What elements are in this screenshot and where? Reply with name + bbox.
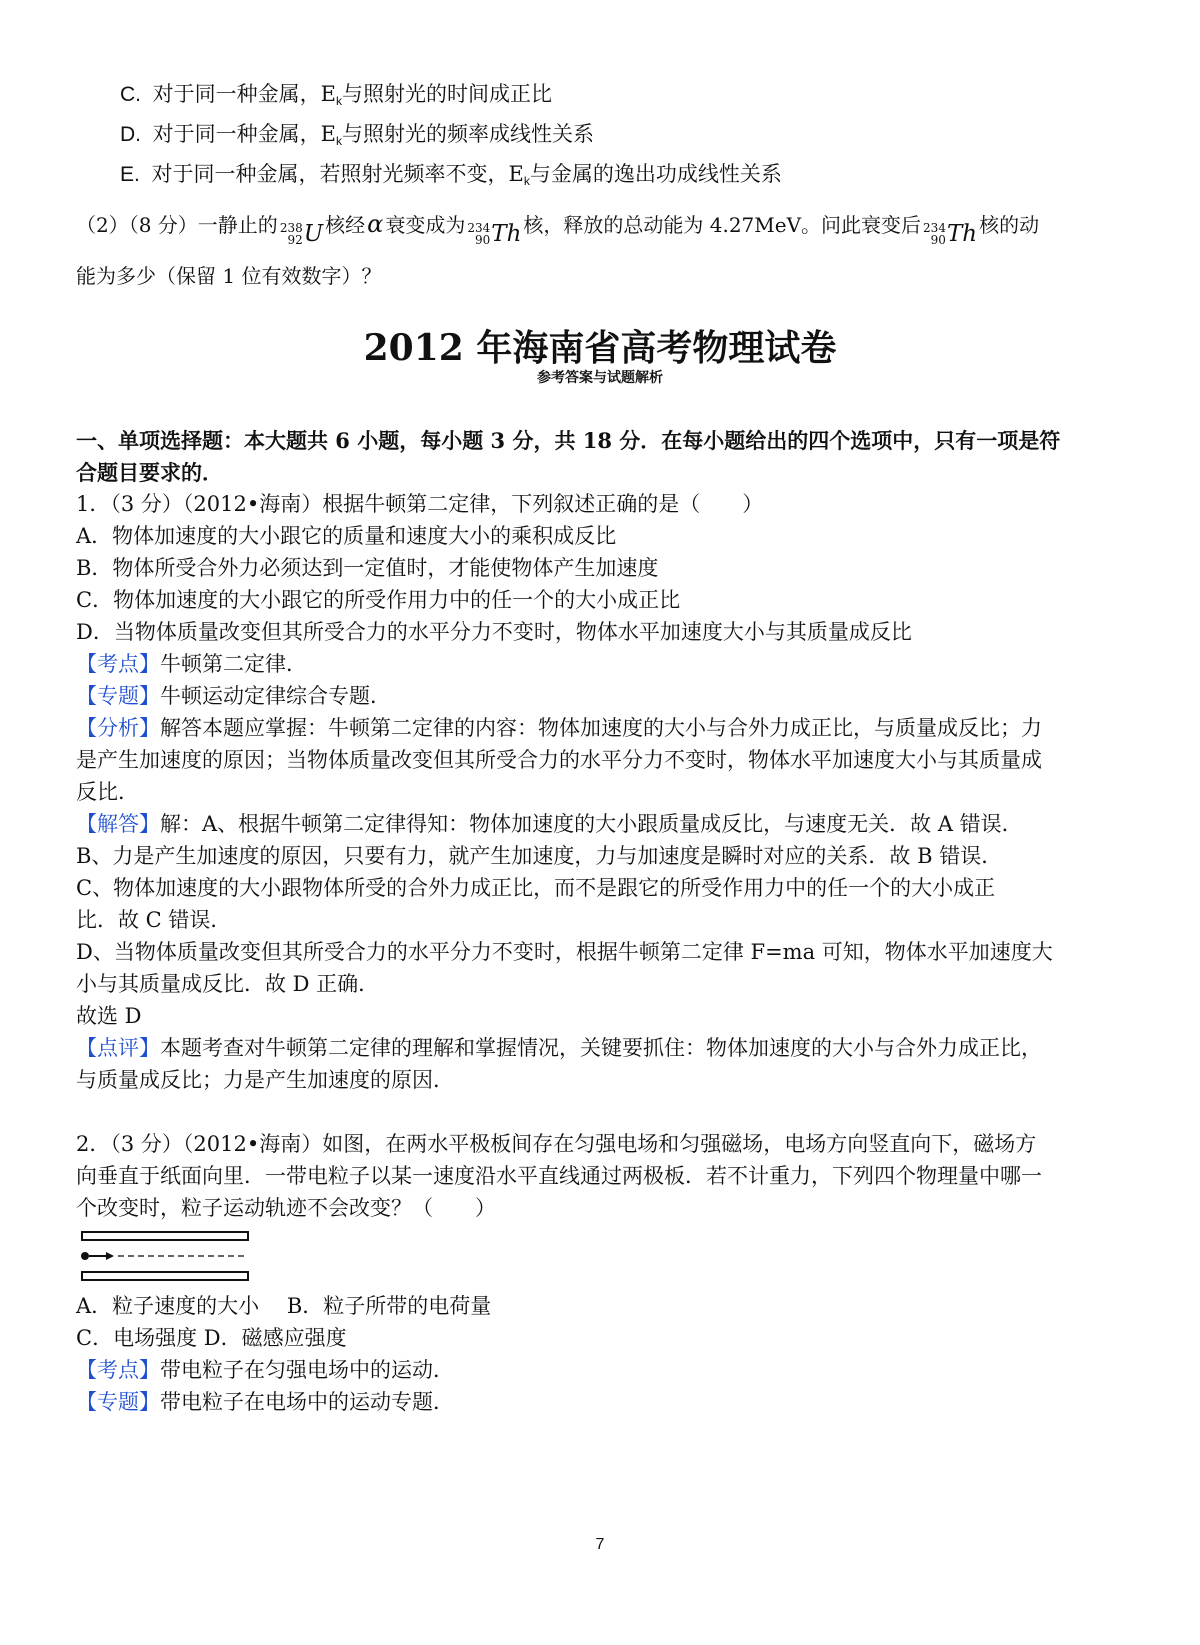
q1-zhuanti: 【专题】牛顿运动定律综合专题．	[76, 684, 391, 708]
uranium-nuclide: 238 92 U	[279, 221, 324, 247]
thorium-nuclide-2: 234 90 Th	[923, 221, 978, 247]
capacitor-plates-figure	[76, 1228, 256, 1288]
q1-fenxi: 【分析】解答本题应掌握：牛顿第二定律的内容：物体加速度的大小与合外力成正比，与质量成反比；力	[76, 716, 1042, 740]
q1-jieda-line7: 故选 D	[76, 1004, 142, 1028]
q1-kaodian: 【考点】牛顿第二定律．	[76, 652, 307, 676]
upper-plate	[82, 1232, 248, 1240]
q1-option-c: C．物体加速度的大小跟它的所受作用力中的任一个的大小成正比	[76, 588, 681, 612]
prev-option-d: D. 对于同一种金属，$E_k$与照射光的频率成线性关系	[120, 122, 595, 148]
q2-kaodian: 【考点】带电粒子在匀强电场中的运动．	[76, 1358, 454, 1382]
lower-plate	[82, 1272, 248, 1280]
q1-option-d: D．当物体质量改变但其所受合力的水平分力不变时，物体水平加速度大小与其质量成反比	[76, 620, 912, 644]
q2-stem-line3: 个改变时，粒子运动轨迹不会改变？（ ）	[76, 1196, 496, 1220]
page-title: 2012 年海南省高考物理试卷	[363, 327, 837, 369]
q1-dianping: 【点评】本题考查对牛顿第二定律的理解和掌握情况，关键要抓住：物体加速度的大小与合外力成正比，	[76, 1036, 1042, 1060]
q1-fenxi-line3: 反比．	[76, 780, 139, 804]
charged-particle	[81, 1252, 89, 1260]
q1-fenxi-line2: 是产生加速度的原因；当物体质量改变但其所受合力的水平分力不变时，物体水平加速度大小与其质量成	[76, 748, 1042, 772]
prev-option-c: C. 对于同一种金属，$E_k$与照射光的时间成正比	[120, 82, 553, 108]
q2-stem-line2: 向垂直于纸面向里．一带电粒子以某一速度沿水平直线通过两极板．若不计重力，下列四个物理量中哪一	[76, 1164, 1042, 1188]
arrow-head-icon	[106, 1252, 114, 1260]
q1-jieda-line5: D、当物体质量改变但其所受合力的水平分力不变时，根据牛顿第二定律 F=ma 可知，物体水平加速度大	[76, 940, 1053, 964]
q2-options-cd: C．电场强度 D．磁感应强度	[76, 1326, 347, 1350]
q2-options-ab: A．粒子速度的大小 B．粒子所带的电荷量	[76, 1294, 492, 1318]
q1-dianping-line2: 与质量成反比；力是产生加速度的原因．	[76, 1068, 454, 1092]
prev-option-e: E. 对于同一种金属，若照射光频率不变，$E_k$与金属的逸出功成线性关系	[120, 162, 782, 188]
q1-jieda: 【解答】解：A、根据牛顿第二定律得知：物体加速度的大小跟质量成反比，与速度无关．故 A 错误．	[76, 812, 1023, 836]
thorium-nuclide: 234 90 Th	[467, 221, 522, 247]
q1-jieda-line3: C、物体加速度的大小跟物体所受的合外力成正比，而不是跟它的所受作用力中的任一个的大小成正	[76, 876, 996, 900]
q1-option-b: B．物体所受合外力必须达到一定值时，才能使物体产生加速度	[76, 556, 659, 580]
q1-jieda-line2: B、力是产生加速度的原因，只要有力，就产生加速度，力与加速度是瞬时对应的关系．故 B 错误．	[76, 844, 1003, 868]
q2-stem-line1: 2．（3 分）（2012•海南）如图，在两水平极板间存在匀强电场和匀强磁场，电场方向竖直向下，磁场方	[76, 1132, 1037, 1156]
q1-jieda-line4: 比．故 C 错误．	[76, 908, 232, 932]
prev-q2-line2: 能为多少（保留 1 位有效数字）？	[76, 264, 382, 288]
prev-q2-line1: （2）（8 分）一静止的 238 92 U 核经α 衰变成为 234 90 Th 核，释放的总动能为 4.27MeV。问此衰变后 234 90 Th 核的动	[76, 210, 1040, 247]
q1-stem: 1．（3 分）（2012•海南）根据牛顿第二定律，下列叙述正确的是（ ）	[76, 492, 764, 516]
q2-zhuanti: 【专题】带电粒子在电场中的运动专题．	[76, 1390, 454, 1414]
q1-option-a: A．物体加速度的大小跟它的质量和速度大小的乘积成反比	[76, 524, 617, 548]
page-number: 7	[595, 1536, 605, 1553]
section-heading: 一、单项选择题：本大题共 6 小题，每小题 3 分，共 18 分．在每小题给出的四个选项中，只有一项是符 合题目要求的．	[76, 428, 1061, 485]
q1-jieda-line6: 小与其质量成反比．故 D 正确．	[76, 972, 380, 996]
page-subtitle: 参考答案与试题解析	[537, 370, 663, 386]
